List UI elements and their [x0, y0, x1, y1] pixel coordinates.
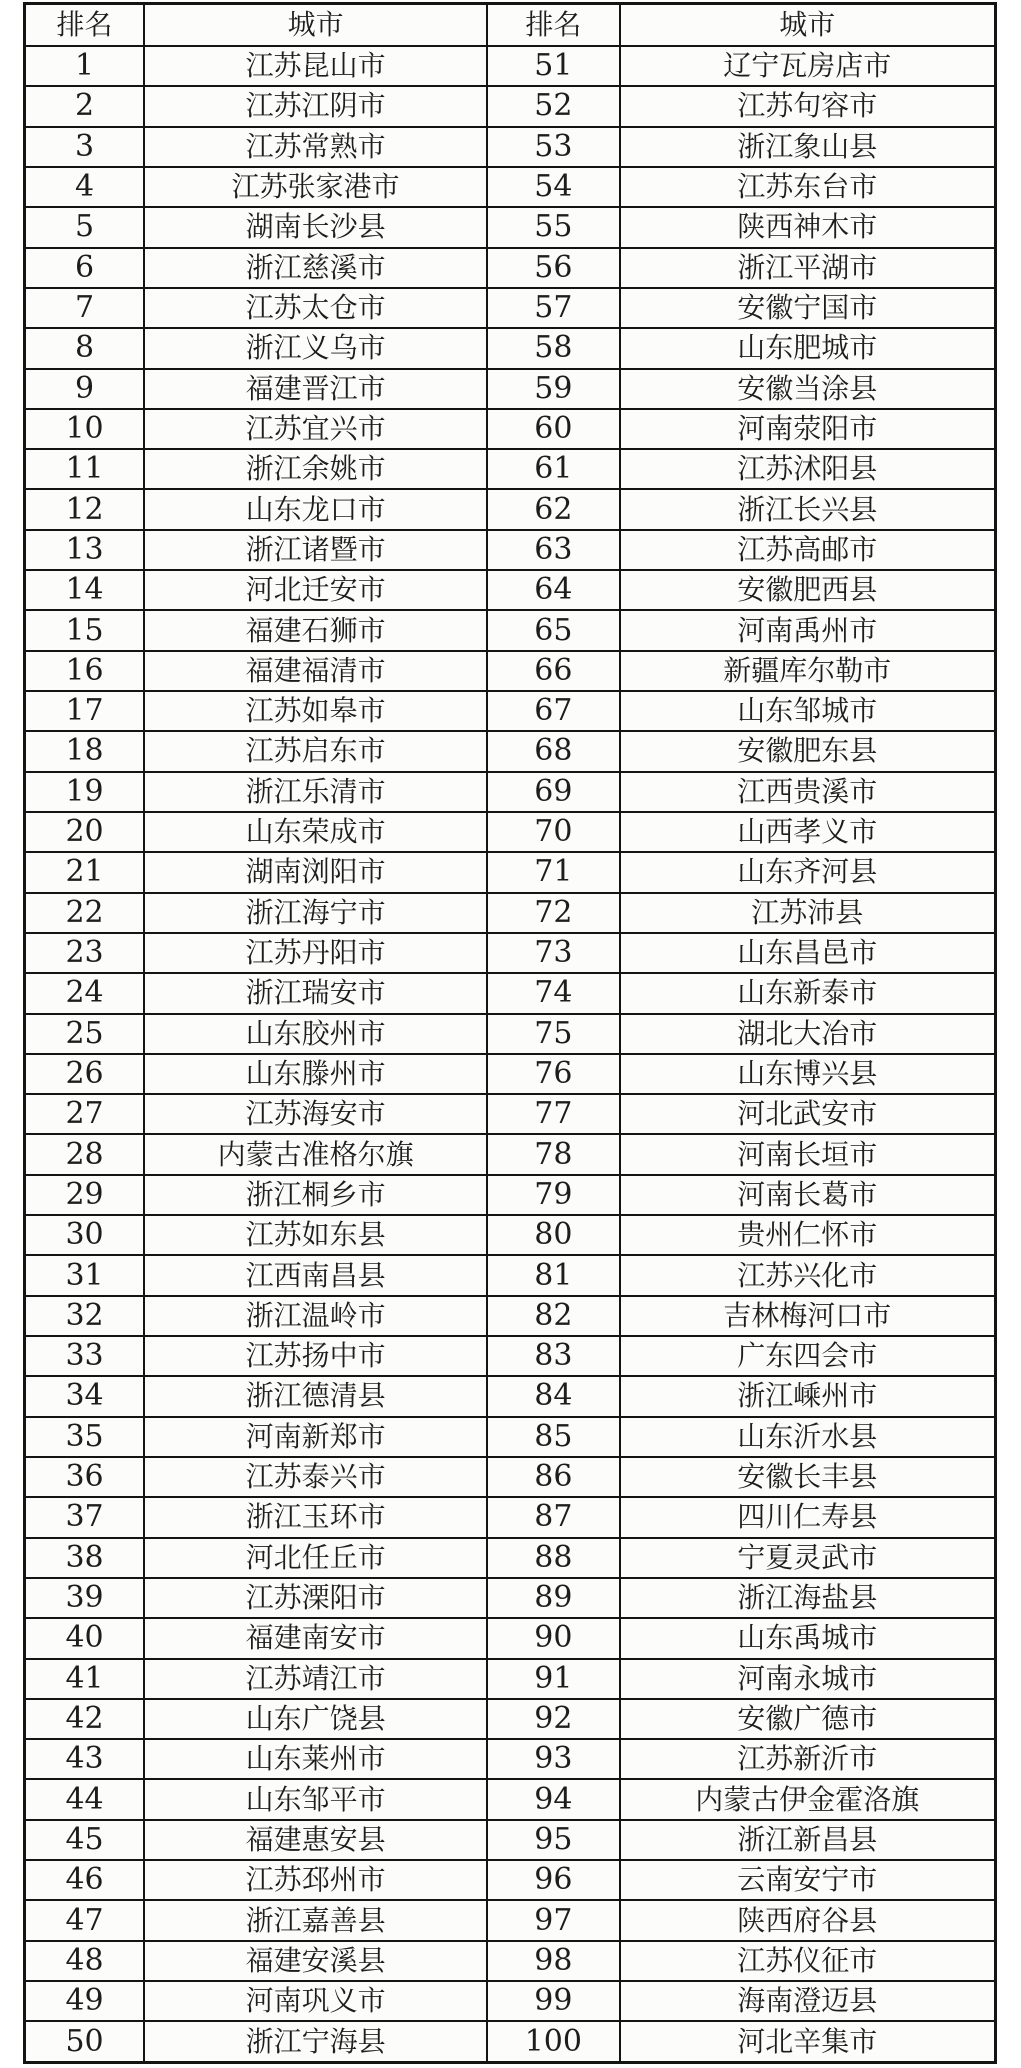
rank-cell-right: 73	[487, 933, 620, 973]
city-cell-left: 江苏扬中市	[144, 1336, 487, 1376]
rank-cell-left: 5	[25, 207, 145, 247]
rank-cell-left: 39	[25, 1578, 145, 1618]
city-cell-left: 福建安溪县	[144, 1941, 487, 1981]
table-header	[25, 4, 996, 47]
rank-cell-left: 16	[25, 651, 145, 691]
rank-cell-left: 15	[25, 610, 145, 650]
rank-cell-left: 47	[25, 1900, 145, 1940]
city-cell-left: 江苏邳州市	[144, 1860, 487, 1900]
rank-cell-left: 7	[25, 288, 145, 328]
header-rank-left: 排名	[25, 4, 145, 47]
rank-cell-right: 100	[487, 2021, 620, 2062]
city-cell-right: 山东沂水县	[620, 1417, 996, 1457]
table-row	[25, 973, 996, 1013]
rank-cell-right: 69	[487, 772, 620, 812]
city-cell-left: 浙江嘉善县	[144, 1900, 487, 1940]
city-cell-right: 河南永城市	[620, 1659, 996, 1699]
city-cell-left: 福建晋江市	[144, 369, 487, 409]
city-cell-left: 浙江玉环市	[144, 1497, 487, 1537]
rank-cell-left: 22	[25, 893, 145, 933]
table-row	[25, 449, 996, 489]
city-cell-left: 江苏昆山市	[144, 46, 487, 86]
city-cell-right: 安徽长丰县	[620, 1457, 996, 1497]
rank-cell-right: 81	[487, 1255, 620, 1295]
city-cell-right: 江西贵溪市	[620, 772, 996, 812]
city-cell-right: 浙江象山县	[620, 127, 996, 167]
rank-cell-left: 24	[25, 973, 145, 1013]
city-cell-right: 山东邹城市	[620, 691, 996, 731]
rank-cell-left: 37	[25, 1497, 145, 1537]
table-row	[25, 1014, 996, 1054]
rank-cell-right: 92	[487, 1699, 620, 1739]
rank-cell-left: 12	[25, 489, 145, 529]
city-cell-left: 河南新郑市	[144, 1417, 487, 1457]
rank-cell-left: 33	[25, 1336, 145, 1376]
table-row	[25, 1497, 996, 1537]
city-cell-right: 河南荥阳市	[620, 409, 996, 449]
table-row	[25, 1336, 996, 1376]
rank-cell-left: 18	[25, 731, 145, 771]
city-cell-right: 江苏句容市	[620, 86, 996, 126]
city-cell-right: 浙江长兴县	[620, 489, 996, 529]
rank-cell-right: 66	[487, 651, 620, 691]
rank-cell-right: 93	[487, 1739, 620, 1779]
city-cell-right: 河南长葛市	[620, 1175, 996, 1215]
city-cell-right: 江苏沭阳县	[620, 449, 996, 489]
city-cell-right: 山东新泰市	[620, 973, 996, 1013]
city-cell-right: 浙江嵊州市	[620, 1376, 996, 1416]
city-cell-left: 江苏如皋市	[144, 691, 487, 731]
city-cell-left: 江苏靖江市	[144, 1659, 487, 1699]
city-cell-left: 山东莱州市	[144, 1739, 487, 1779]
city-cell-left: 江苏海安市	[144, 1094, 487, 1134]
table-row	[25, 893, 996, 933]
rank-cell-right: 62	[487, 489, 620, 529]
city-cell-right: 河南长垣市	[620, 1134, 996, 1174]
rank-cell-right: 98	[487, 1941, 620, 1981]
city-cell-left: 山东广饶县	[144, 1699, 487, 1739]
rank-cell-left: 21	[25, 852, 145, 892]
city-cell-right: 安徽肥西县	[620, 570, 996, 610]
table-row	[25, 1255, 996, 1295]
city-cell-right: 山东齐河县	[620, 852, 996, 892]
table-row	[25, 933, 996, 973]
city-cell-left: 江苏太仓市	[144, 288, 487, 328]
city-cell-right: 贵州仁怀市	[620, 1215, 996, 1255]
rank-cell-left: 3	[25, 127, 145, 167]
city-cell-right: 浙江海盐县	[620, 1578, 996, 1618]
rank-cell-right: 53	[487, 127, 620, 167]
table-row	[25, 1820, 996, 1860]
city-cell-left: 山东荣成市	[144, 812, 487, 852]
city-cell-right: 江苏东台市	[620, 167, 996, 207]
table-row	[25, 127, 996, 167]
city-cell-right: 吉林梅河口市	[620, 1296, 996, 1336]
rank-cell-left: 48	[25, 1941, 145, 1981]
table-row	[25, 1054, 996, 1094]
rank-cell-right: 91	[487, 1659, 620, 1699]
table-row	[25, 2021, 996, 2062]
rank-cell-left: 23	[25, 933, 145, 973]
rank-cell-right: 75	[487, 1014, 620, 1054]
city-cell-right: 内蒙古伊金霍洛旗	[620, 1779, 996, 1819]
rank-cell-left: 30	[25, 1215, 145, 1255]
rank-cell-right: 67	[487, 691, 620, 731]
rank-cell-left: 8	[25, 328, 145, 368]
rank-cell-left: 26	[25, 1054, 145, 1094]
rank-cell-right: 78	[487, 1134, 620, 1174]
rank-cell-right: 72	[487, 893, 620, 933]
rank-cell-left: 41	[25, 1659, 145, 1699]
city-cell-left: 浙江德清县	[144, 1376, 487, 1416]
rank-cell-left: 13	[25, 530, 145, 570]
table-row	[25, 731, 996, 771]
rank-cell-left: 10	[25, 409, 145, 449]
rank-cell-right: 52	[487, 86, 620, 126]
rank-cell-left: 29	[25, 1175, 145, 1215]
table-row	[25, 1981, 996, 2021]
city-cell-left: 山东龙口市	[144, 489, 487, 529]
table-row	[25, 86, 996, 126]
city-cell-right: 山西孝义市	[620, 812, 996, 852]
city-cell-right: 浙江新昌县	[620, 1820, 996, 1860]
rank-cell-left: 46	[25, 1860, 145, 1900]
city-cell-right: 江苏兴化市	[620, 1255, 996, 1295]
table-row	[25, 369, 996, 409]
table-body	[25, 46, 996, 2063]
city-cell-right: 广东四会市	[620, 1336, 996, 1376]
city-cell-right: 山东肥城市	[620, 328, 996, 368]
table-row	[25, 46, 996, 86]
city-cell-left: 浙江桐乡市	[144, 1175, 487, 1215]
city-cell-right: 海南澄迈县	[620, 1981, 996, 2021]
rank-cell-right: 54	[487, 167, 620, 207]
rank-cell-left: 4	[25, 167, 145, 207]
table-row	[25, 167, 996, 207]
table-row	[25, 1538, 996, 1578]
city-cell-right: 安徽宁国市	[620, 288, 996, 328]
table-row	[25, 812, 996, 852]
header-rank-right: 排名	[487, 4, 620, 47]
city-cell-left: 江西南昌县	[144, 1255, 487, 1295]
rank-cell-right: 94	[487, 1779, 620, 1819]
city-cell-right: 新疆库尔勒市	[620, 651, 996, 691]
table-row	[25, 1739, 996, 1779]
table-row	[25, 1134, 996, 1174]
city-cell-right: 安徽当涂县	[620, 369, 996, 409]
city-cell-right: 安徽肥东县	[620, 731, 996, 771]
city-cell-right: 山东昌邑市	[620, 933, 996, 973]
table-row	[25, 288, 996, 328]
city-cell-left: 河北迁安市	[144, 570, 487, 610]
city-cell-left: 江苏丹阳市	[144, 933, 487, 973]
rank-cell-right: 97	[487, 1900, 620, 1940]
table-row	[25, 570, 996, 610]
city-cell-left: 福建福清市	[144, 651, 487, 691]
rank-cell-right: 68	[487, 731, 620, 771]
city-cell-left: 江苏宜兴市	[144, 409, 487, 449]
rank-cell-right: 79	[487, 1175, 620, 1215]
table-row	[25, 409, 996, 449]
city-cell-right: 山东禹城市	[620, 1618, 996, 1658]
city-cell-left: 江苏常熟市	[144, 127, 487, 167]
rank-cell-left: 11	[25, 449, 145, 489]
city-cell-right: 四川仁寿县	[620, 1497, 996, 1537]
rank-cell-left: 38	[25, 1538, 145, 1578]
city-cell-right: 安徽广德市	[620, 1699, 996, 1739]
rank-cell-left: 32	[25, 1296, 145, 1336]
rank-cell-right: 83	[487, 1336, 620, 1376]
rank-cell-right: 64	[487, 570, 620, 610]
city-cell-left: 浙江义乌市	[144, 328, 487, 368]
city-cell-left: 湖南浏阳市	[144, 852, 487, 892]
city-cell-left: 江苏张家港市	[144, 167, 487, 207]
table-row	[25, 489, 996, 529]
table-row	[25, 852, 996, 892]
rank-cell-left: 40	[25, 1618, 145, 1658]
rank-cell-left: 20	[25, 812, 145, 852]
city-cell-left: 内蒙古准格尔旗	[144, 1134, 487, 1174]
rank-cell-left: 35	[25, 1417, 145, 1457]
city-cell-left: 浙江瑞安市	[144, 973, 487, 1013]
rank-cell-left: 45	[25, 1820, 145, 1860]
rank-cell-right: 95	[487, 1820, 620, 1860]
rank-cell-right: 99	[487, 1981, 620, 2021]
city-cell-left: 山东胶州市	[144, 1014, 487, 1054]
rank-cell-right: 71	[487, 852, 620, 892]
rank-cell-right: 89	[487, 1578, 620, 1618]
table-row	[25, 1578, 996, 1618]
table-row	[25, 1860, 996, 1900]
rank-cell-right: 55	[487, 207, 620, 247]
rank-cell-left: 9	[25, 369, 145, 409]
table-row	[25, 1457, 996, 1497]
city-cell-left: 江苏溧阳市	[144, 1578, 487, 1618]
rank-cell-left: 28	[25, 1134, 145, 1174]
table-row	[25, 651, 996, 691]
table-row	[25, 1175, 996, 1215]
city-cell-left: 山东滕州市	[144, 1054, 487, 1094]
city-cell-left: 江苏泰兴市	[144, 1457, 487, 1497]
rank-cell-right: 61	[487, 449, 620, 489]
rank-cell-right: 90	[487, 1618, 620, 1658]
city-cell-right: 江苏仪征市	[620, 1941, 996, 1981]
city-cell-right: 辽宁瓦房店市	[620, 46, 996, 86]
rank-cell-right: 86	[487, 1457, 620, 1497]
city-cell-left: 浙江慈溪市	[144, 248, 487, 288]
header-city-left: 城市	[144, 4, 487, 47]
rank-cell-right: 63	[487, 530, 620, 570]
city-cell-left: 福建南安市	[144, 1618, 487, 1658]
rank-cell-right: 80	[487, 1215, 620, 1255]
city-cell-left: 浙江温岭市	[144, 1296, 487, 1336]
rank-cell-right: 70	[487, 812, 620, 852]
city-cell-right: 江苏高邮市	[620, 530, 996, 570]
rank-cell-left: 44	[25, 1779, 145, 1819]
city-cell-left: 福建惠安县	[144, 1820, 487, 1860]
table-row	[25, 1094, 996, 1134]
table-row	[25, 1659, 996, 1699]
table-row	[25, 530, 996, 570]
table-row	[25, 248, 996, 288]
rank-cell-left: 43	[25, 1739, 145, 1779]
rank-cell-left: 49	[25, 1981, 145, 2021]
rank-cell-right: 57	[487, 288, 620, 328]
city-cell-left: 浙江乐清市	[144, 772, 487, 812]
city-cell-right: 陕西神木市	[620, 207, 996, 247]
rank-cell-right: 96	[487, 1860, 620, 1900]
city-ranking-table	[23, 2, 997, 2064]
rank-cell-left: 14	[25, 570, 145, 610]
rank-cell-right: 51	[487, 46, 620, 86]
table-row	[25, 1900, 996, 1940]
rank-cell-left: 1	[25, 46, 145, 86]
table-row	[25, 772, 996, 812]
city-cell-left: 浙江诸暨市	[144, 530, 487, 570]
city-cell-left: 河北任丘市	[144, 1538, 487, 1578]
city-cell-left: 福建石狮市	[144, 610, 487, 650]
rank-cell-left: 19	[25, 772, 145, 812]
city-cell-right: 河南禹州市	[620, 610, 996, 650]
table-row	[25, 1215, 996, 1255]
rank-cell-left: 6	[25, 248, 145, 288]
rank-cell-left: 25	[25, 1014, 145, 1054]
city-cell-right: 河北武安市	[620, 1094, 996, 1134]
rank-cell-left: 34	[25, 1376, 145, 1416]
city-cell-right: 宁夏灵武市	[620, 1538, 996, 1578]
rank-cell-right: 65	[487, 610, 620, 650]
header-city-right: 城市	[620, 4, 996, 47]
city-cell-right: 河北辛集市	[620, 2021, 996, 2062]
rank-cell-left: 42	[25, 1699, 145, 1739]
city-cell-right: 湖北大冶市	[620, 1014, 996, 1054]
rank-cell-right: 87	[487, 1497, 620, 1537]
city-cell-left: 浙江余姚市	[144, 449, 487, 489]
table-row	[25, 610, 996, 650]
city-cell-left: 山东邹平市	[144, 1779, 487, 1819]
table-row	[25, 1779, 996, 1819]
table-row	[25, 328, 996, 368]
city-cell-right: 浙江平湖市	[620, 248, 996, 288]
rank-cell-right: 58	[487, 328, 620, 368]
city-cell-right: 江苏新沂市	[620, 1739, 996, 1779]
rank-cell-right: 77	[487, 1094, 620, 1134]
rank-cell-right: 56	[487, 248, 620, 288]
table-row	[25, 1618, 996, 1658]
rank-cell-right: 82	[487, 1296, 620, 1336]
city-cell-left: 浙江海宁市	[144, 893, 487, 933]
city-cell-left: 河南巩义市	[144, 1981, 487, 2021]
rank-cell-right: 85	[487, 1417, 620, 1457]
city-cell-left: 江苏如东县	[144, 1215, 487, 1255]
city-cell-right: 江苏沛县	[620, 893, 996, 933]
city-cell-right: 陕西府谷县	[620, 1900, 996, 1940]
table-row	[25, 1417, 996, 1457]
city-cell-left: 江苏江阴市	[144, 86, 487, 126]
rank-cell-right: 84	[487, 1376, 620, 1416]
table-row	[25, 1941, 996, 1981]
rank-cell-left: 31	[25, 1255, 145, 1295]
table-row	[25, 1699, 996, 1739]
rank-cell-left: 2	[25, 86, 145, 126]
city-cell-left: 浙江宁海县	[144, 2021, 487, 2062]
table-row	[25, 691, 996, 731]
table-row	[25, 207, 996, 247]
rank-cell-left: 36	[25, 1457, 145, 1497]
rank-cell-right: 60	[487, 409, 620, 449]
rank-cell-right: 76	[487, 1054, 620, 1094]
rank-cell-left: 50	[25, 2021, 145, 2062]
city-cell-left: 湖南长沙县	[144, 207, 487, 247]
header-row	[25, 4, 996, 47]
rank-cell-left: 17	[25, 691, 145, 731]
city-cell-right: 云南安宁市	[620, 1860, 996, 1900]
rank-cell-right: 88	[487, 1538, 620, 1578]
rank-cell-right: 59	[487, 369, 620, 409]
rank-cell-left: 27	[25, 1094, 145, 1134]
table-row	[25, 1376, 996, 1416]
rank-cell-right: 74	[487, 973, 620, 1013]
city-cell-left: 江苏启东市	[144, 731, 487, 771]
table-row	[25, 1296, 996, 1336]
city-cell-right: 山东博兴县	[620, 1054, 996, 1094]
